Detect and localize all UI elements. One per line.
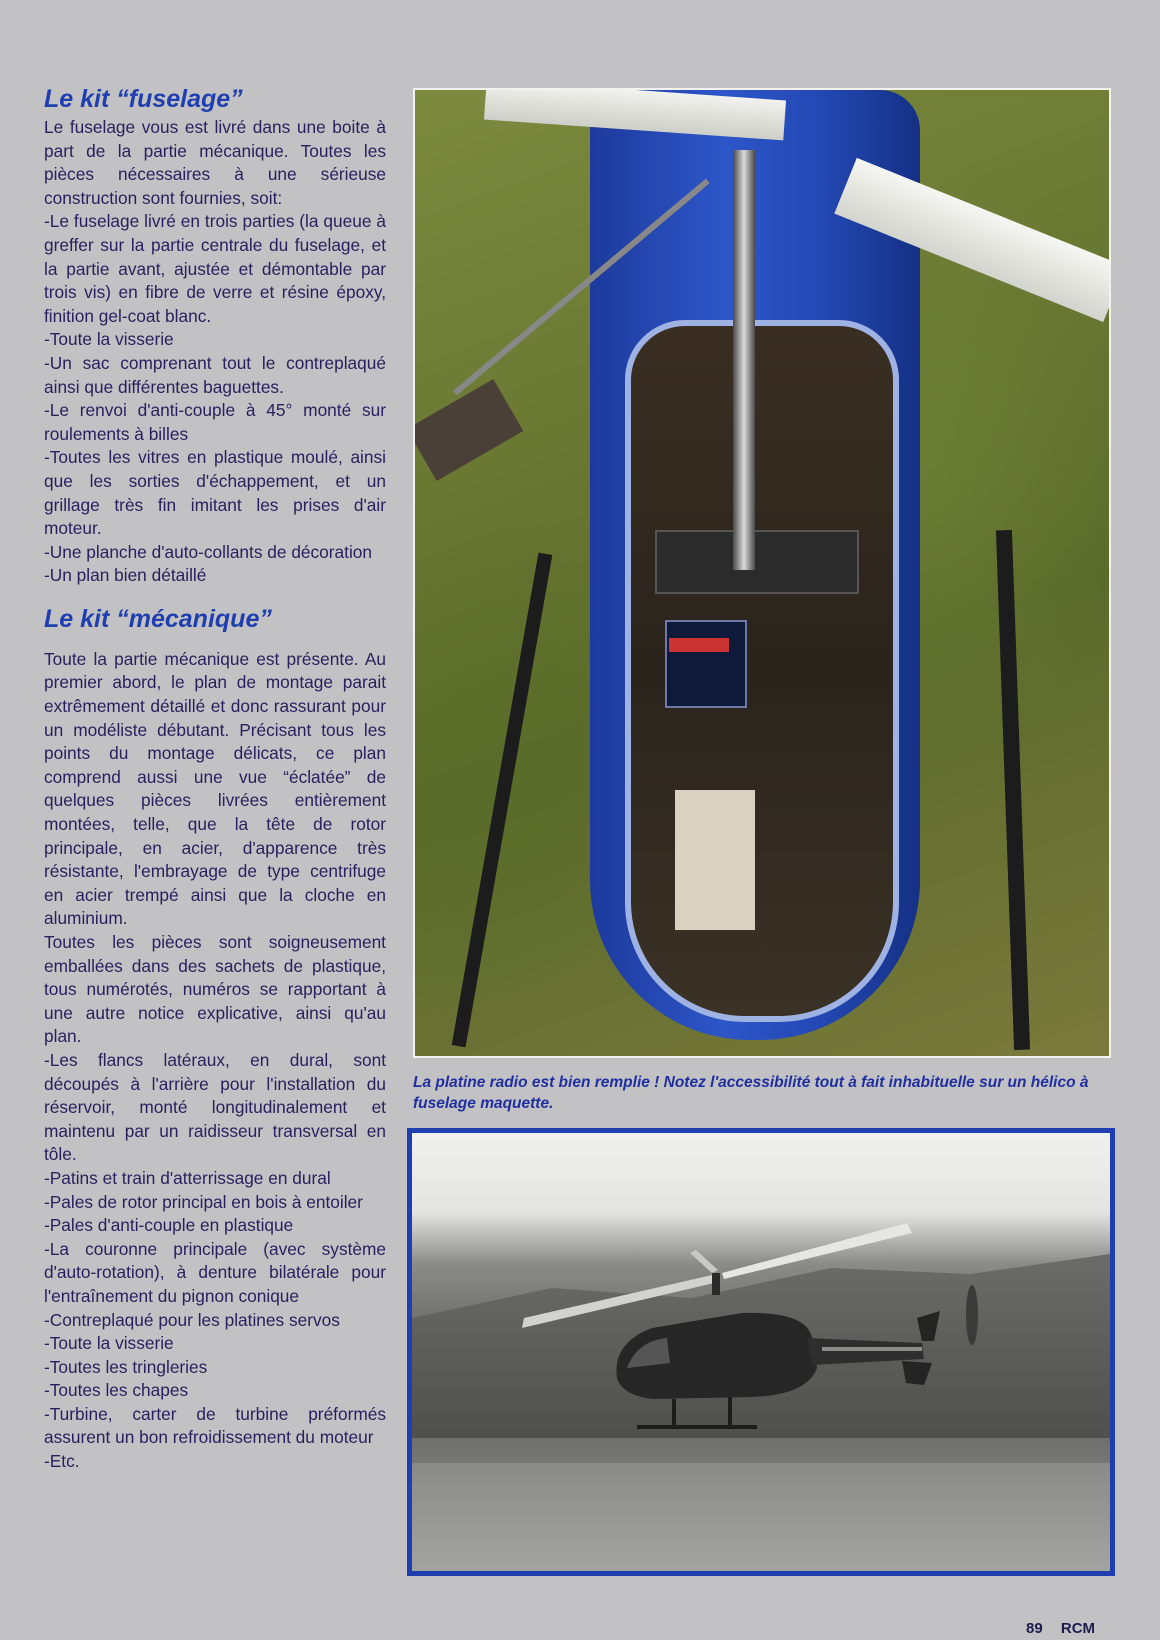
receiver-unit (665, 620, 747, 708)
flybar-paddle (413, 379, 523, 481)
servo-tray (655, 530, 859, 594)
page-footer (1026, 1620, 1095, 1637)
section-intro-fuselage: Le fuselage vous est livré dans une boite à part de la partie mécanique. Toutes les pièces nécessaires à une sérieuse construction sont fournies, soit: (44, 117, 386, 208)
flying-helicopter-illustration (412, 1133, 1110, 1571)
list-item: -Toutes les vitres en plastique moulé, ainsi que les sorties d'échappement, et un grillage très fin imitant les prises d'air moteur. (44, 447, 386, 539)
tail-stripe (822, 1347, 922, 1351)
tail-fin (917, 1311, 940, 1341)
list-item: -Turbine, carter de turbine préformés assurent un bon refroidissement du moteur (44, 1403, 386, 1448)
tail-fin (902, 1361, 932, 1385)
tail-rotor (966, 1285, 978, 1345)
article-text-column (44, 84, 386, 1474)
main-rotor-blade (690, 1250, 718, 1273)
section-heading-fuselage: Le kit “fuselage” (44, 85, 243, 113)
helicopter-radio-bay-photo (413, 88, 1111, 1058)
main-rotor-blade (522, 1275, 714, 1328)
list-mecanique (44, 1049, 386, 1474)
tail-boom (807, 1338, 924, 1365)
list-item: -Un sac comprenant tout le contreplaqué ainsi que différentes baguettes. (44, 352, 386, 397)
list-fuselage (44, 210, 386, 588)
rotor-mast (733, 150, 755, 570)
list-item: -Toutes les tringleries (44, 1356, 208, 1377)
paragraph: Toutes les pièces sont soigneusement emballées dans des sachets de plastique, tous numérotés, numéros se rapportant à une autre notice explicative, ainsi qu'au plan. (44, 932, 386, 1047)
battery-pack (675, 790, 755, 930)
list-item: -Contreplaqué pour les platines servos (44, 1309, 340, 1330)
helicopter-flight-photo (407, 1128, 1115, 1576)
page-number: 89 (1026, 1620, 1043, 1637)
receiver-label (669, 638, 729, 652)
list-item: -Patins et train d'atterrissage en dural (44, 1167, 331, 1188)
list-item: -Le renvoi d'anti-couple à 45° monté sur roulements à billes (44, 400, 386, 444)
main-rotor-blade (722, 1223, 912, 1279)
list-item: -Toutes les chapes (44, 1380, 189, 1401)
paragraph: Toute la partie mécanique est présente. Au premier abord, le plan de montage parait extrêmement détaillé et donc rassurant pour un modéliste débutant. Précisant tous les points du montage délicats, ce plan comprend aussi une vue “éclatée” de quelques pièces livrées entièrement montées, telle, que la tête de rotor principale, en acier, d'apparence très résistante, l'embrayage de type centrifuge en acier trempé ainsi que la cloche en aluminium. (44, 648, 386, 929)
list-item: -Un plan bien détaillé (44, 565, 207, 586)
list-item: -Pales de rotor principal en bois à entoiler (44, 1191, 363, 1212)
list-item: -Etc. (44, 1451, 80, 1472)
list-item: -La couronne principale (avec système d'auto-rotation), à denture bilatérale pour l'entraînement du pignon conique (44, 1238, 386, 1306)
section-heading-mecanique: Le kit “mécanique” (44, 604, 272, 633)
list-item: -Toute la visserie (44, 329, 174, 350)
landing-skid (996, 530, 1030, 1050)
list-item: -Le fuselage livré en trois parties (la queue à greffer sur la partie centrale du fuselage, et la partie avant, ajustée et démontable par trois vis) en fibre de verre et résine époxy, finition gel-coat blanc. (44, 211, 386, 326)
list-item: -Toute la visserie (44, 1333, 174, 1354)
rotor-mast (712, 1273, 720, 1295)
list-item: -Une planche d'auto-collants de décoration (44, 541, 373, 562)
landing-skid (452, 553, 553, 1048)
list-item: -Pales d'anti-couple en plastique (44, 1215, 294, 1236)
magazine-name: RCM (1060, 1620, 1096, 1637)
list-item: -Les flancs latéraux, en dural, sont découpés à l'arrière pour l'installation du réservoir, monté longitudinalement et maintenu par un raidisseur transversal en tôle. (44, 1049, 386, 1165)
photo-caption: La platine radio est bien remplie ! Notez l'accessibilité tout à fait inhabituelle sur un hélico à fuselage maquette. (413, 1074, 1089, 1112)
